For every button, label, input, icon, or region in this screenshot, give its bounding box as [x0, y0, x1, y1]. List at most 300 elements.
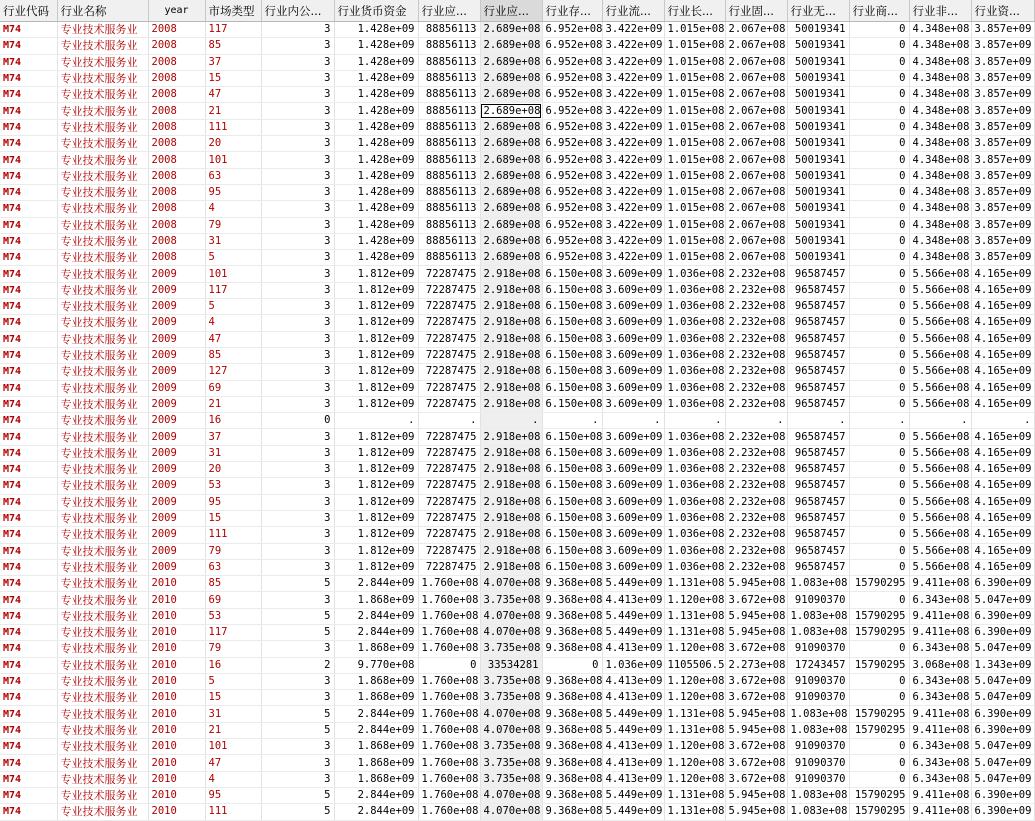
- table-cell[interactable]: 50019341: [787, 152, 849, 168]
- table-cell[interactable]: 2.232e+08: [725, 462, 787, 478]
- table-cell[interactable]: 6.390e+09: [971, 576, 1034, 592]
- table-cell[interactable]: 4.165e+09: [971, 494, 1034, 510]
- table-cell[interactable]: 0: [849, 527, 909, 543]
- table-cell[interactable]: .: [971, 413, 1034, 429]
- table-cell[interactable]: 6.150e+08: [542, 266, 602, 282]
- table-cell[interactable]: 3.857e+09: [971, 233, 1034, 249]
- table-cell[interactable]: 53: [205, 608, 261, 624]
- table-cell[interactable]: 4.165e+09: [971, 527, 1034, 543]
- table-cell[interactable]: 专业技术服务业: [57, 168, 148, 184]
- table-cell[interactable]: 1.015e+08: [664, 184, 725, 200]
- table-cell[interactable]: 4.413e+09: [602, 641, 664, 657]
- table-cell[interactable]: 96587457: [787, 299, 849, 315]
- table-cell[interactable]: 117: [205, 22, 261, 38]
- table-cell[interactable]: 96587457: [787, 445, 849, 461]
- table-cell[interactable]: 3: [261, 184, 334, 200]
- table-cell[interactable]: 4: [205, 771, 261, 787]
- table-cell[interactable]: 专业技术服务业: [57, 250, 148, 266]
- table-cell[interactable]: 5: [205, 673, 261, 689]
- table-cell[interactable]: 2.232e+08: [725, 429, 787, 445]
- table-cell[interactable]: 9.411e+08: [909, 804, 971, 820]
- table-cell[interactable]: 5.945e+08: [725, 576, 787, 592]
- table-cell[interactable]: 3: [261, 136, 334, 152]
- table-cell[interactable]: 3.609e+09: [602, 282, 664, 298]
- table-cell[interactable]: 6.343e+08: [909, 771, 971, 787]
- table-cell[interactable]: 1.428e+09: [334, 233, 418, 249]
- table-cell[interactable]: 1.131e+08: [664, 624, 725, 640]
- table-cell[interactable]: 2.689e+08: [480, 38, 542, 54]
- table-cell[interactable]: 5.449e+09: [602, 706, 664, 722]
- table-cell[interactable]: 96587457: [787, 364, 849, 380]
- table-cell[interactable]: 0: [849, 429, 909, 445]
- table-cell[interactable]: 0: [849, 250, 909, 266]
- table-cell[interactable]: 专业技术服务业: [57, 364, 148, 380]
- table-cell[interactable]: 3.609e+09: [602, 396, 664, 412]
- table-cell[interactable]: 50019341: [787, 103, 849, 119]
- table-cell[interactable]: 2.232e+08: [725, 347, 787, 363]
- table-cell[interactable]: 4.070e+08: [480, 576, 542, 592]
- table-cell[interactable]: 2008: [148, 233, 205, 249]
- table-cell[interactable]: 50019341: [787, 70, 849, 86]
- table-cell[interactable]: 1.428e+09: [334, 70, 418, 86]
- table-cell[interactable]: 2.918e+08: [480, 380, 542, 396]
- table-cell[interactable]: M74: [0, 38, 57, 54]
- table-cell[interactable]: 4.348e+08: [909, 217, 971, 233]
- table-cell[interactable]: 5: [261, 706, 334, 722]
- table-cell[interactable]: 2008: [148, 70, 205, 86]
- table-cell[interactable]: 5.047e+09: [971, 592, 1034, 608]
- table-cell[interactable]: 4.348e+08: [909, 250, 971, 266]
- table-cell[interactable]: .: [480, 413, 542, 429]
- table-cell[interactable]: 4.165e+09: [971, 347, 1034, 363]
- table-cell[interactable]: 0: [849, 22, 909, 38]
- table-cell[interactable]: 88856113: [418, 87, 480, 103]
- table-cell[interactable]: 5.047e+09: [971, 673, 1034, 689]
- table-cell[interactable]: 88856113: [418, 136, 480, 152]
- table-cell[interactable]: 72287475: [418, 396, 480, 412]
- table-cell[interactable]: 4.165e+09: [971, 315, 1034, 331]
- table-cell[interactable]: M74: [0, 331, 57, 347]
- table-cell[interactable]: 3: [261, 299, 334, 315]
- table-cell[interactable]: 111: [205, 119, 261, 135]
- table-cell[interactable]: 3: [261, 233, 334, 249]
- table-cell[interactable]: 5.945e+08: [725, 722, 787, 738]
- table-cell[interactable]: 4.348e+08: [909, 38, 971, 54]
- table-cell[interactable]: 96587457: [787, 478, 849, 494]
- table-cell[interactable]: 3.857e+09: [971, 152, 1034, 168]
- table-cell[interactable]: 96587457: [787, 396, 849, 412]
- table-cell[interactable]: 1.760e+08: [418, 739, 480, 755]
- table-cell[interactable]: 3.422e+09: [602, 168, 664, 184]
- table-cell[interactable]: 1.036e+09: [602, 657, 664, 673]
- table-cell[interactable]: 1.760e+08: [418, 804, 480, 820]
- table-cell[interactable]: 0: [849, 673, 909, 689]
- table-cell[interactable]: 2.067e+08: [725, 87, 787, 103]
- table-cell[interactable]: 1.120e+08: [664, 739, 725, 755]
- table-cell[interactable]: M74: [0, 771, 57, 787]
- table-cell[interactable]: 1.812e+09: [334, 510, 418, 526]
- table-cell[interactable]: 9.368e+08: [542, 771, 602, 787]
- table-cell[interactable]: M74: [0, 282, 57, 298]
- column-header-10[interactable]: 行业长...: [664, 0, 725, 22]
- table-cell[interactable]: 3.422e+09: [602, 152, 664, 168]
- table-cell[interactable]: 专业技术服务业: [57, 739, 148, 755]
- table-cell[interactable]: 0: [849, 136, 909, 152]
- table-cell[interactable]: 专业技术服务业: [57, 787, 148, 803]
- table-cell[interactable]: 5.566e+08: [909, 527, 971, 543]
- table-cell[interactable]: 专业技术服务业: [57, 184, 148, 200]
- table-cell[interactable]: 专业技术服务业: [57, 201, 148, 217]
- table-cell[interactable]: 2.689e+08: [480, 152, 542, 168]
- table-cell[interactable]: 专业技术服务业: [57, 494, 148, 510]
- table-cell[interactable]: 5.449e+09: [602, 804, 664, 820]
- table-cell[interactable]: 3.422e+09: [602, 184, 664, 200]
- table-cell[interactable]: 2009: [148, 510, 205, 526]
- table-cell[interactable]: 16: [205, 413, 261, 429]
- table-cell[interactable]: 15790295: [849, 706, 909, 722]
- table-cell[interactable]: 3.609e+09: [602, 559, 664, 575]
- table-cell[interactable]: 6.952e+08: [542, 184, 602, 200]
- table-cell[interactable]: 3.857e+09: [971, 38, 1034, 54]
- table-cell[interactable]: 88856113: [418, 184, 480, 200]
- table-cell[interactable]: 6.343e+08: [909, 673, 971, 689]
- table-cell[interactable]: 2.844e+09: [334, 576, 418, 592]
- table-cell[interactable]: 专业技术服务业: [57, 690, 148, 706]
- table-cell[interactable]: 88856113: [418, 22, 480, 38]
- table-cell[interactable]: 1.036e+08: [664, 494, 725, 510]
- table-cell[interactable]: 6.150e+08: [542, 494, 602, 510]
- table-cell[interactable]: 69: [205, 380, 261, 396]
- table-cell[interactable]: 2009: [148, 445, 205, 461]
- table-cell[interactable]: 1.015e+08: [664, 250, 725, 266]
- table-cell[interactable]: 0: [849, 168, 909, 184]
- table-cell[interactable]: M74: [0, 54, 57, 70]
- table-cell[interactable]: 5.945e+08: [725, 804, 787, 820]
- table-cell[interactable]: 2.067e+08: [725, 103, 787, 119]
- table-cell[interactable]: M74: [0, 233, 57, 249]
- table-cell[interactable]: 5.566e+08: [909, 282, 971, 298]
- table-cell[interactable]: 5.945e+08: [725, 706, 787, 722]
- table-cell[interactable]: 5: [205, 299, 261, 315]
- table-cell[interactable]: 4.070e+08: [480, 804, 542, 820]
- table-cell[interactable]: 1.015e+08: [664, 233, 725, 249]
- table-cell[interactable]: 1.036e+08: [664, 478, 725, 494]
- table-cell[interactable]: 15790295: [849, 787, 909, 803]
- table-cell[interactable]: 91090370: [787, 755, 849, 771]
- table-cell[interactable]: 6.150e+08: [542, 445, 602, 461]
- table-cell[interactable]: 3.857e+09: [971, 54, 1034, 70]
- table-cell[interactable]: 3: [261, 429, 334, 445]
- table-cell[interactable]: M74: [0, 380, 57, 396]
- table-cell[interactable]: 4.348e+08: [909, 54, 971, 70]
- table-cell[interactable]: M74: [0, 608, 57, 624]
- table-cell[interactable]: 88856113: [418, 217, 480, 233]
- table-cell[interactable]: 2.232e+08: [725, 299, 787, 315]
- table-cell[interactable]: 3: [261, 396, 334, 412]
- column-header-11[interactable]: 行业固...: [725, 0, 787, 22]
- table-cell[interactable]: 3.422e+09: [602, 217, 664, 233]
- table-cell[interactable]: 5.047e+09: [971, 771, 1034, 787]
- table-cell[interactable]: 0: [849, 690, 909, 706]
- table-cell[interactable]: 1.812e+09: [334, 331, 418, 347]
- table-cell[interactable]: 4.348e+08: [909, 70, 971, 86]
- table-cell[interactable]: 9.368e+08: [542, 706, 602, 722]
- table-cell[interactable]: 9.770e+08: [334, 657, 418, 673]
- table-cell[interactable]: 3.857e+09: [971, 217, 1034, 233]
- table-cell[interactable]: 4.165e+09: [971, 364, 1034, 380]
- table-cell[interactable]: 3: [261, 168, 334, 184]
- table-cell[interactable]: 6.343e+08: [909, 592, 971, 608]
- column-header-8[interactable]: 行业存...: [542, 0, 602, 22]
- table-cell[interactable]: 0: [849, 380, 909, 396]
- table-cell[interactable]: 69: [205, 592, 261, 608]
- table-cell[interactable]: 2009: [148, 527, 205, 543]
- table-cell[interactable]: M74: [0, 87, 57, 103]
- table-cell[interactable]: 1.120e+08: [664, 592, 725, 608]
- table-cell[interactable]: 3.609e+09: [602, 331, 664, 347]
- table-cell[interactable]: 4.070e+08: [480, 608, 542, 624]
- table-cell[interactable]: 96587457: [787, 429, 849, 445]
- table-cell[interactable]: 1.083e+08: [787, 608, 849, 624]
- table-cell[interactable]: 1.131e+08: [664, 787, 725, 803]
- table-cell[interactable]: 6.952e+08: [542, 103, 602, 119]
- table-cell[interactable]: 1.760e+08: [418, 706, 480, 722]
- table-cell[interactable]: 3.068e+08: [909, 657, 971, 673]
- table-cell[interactable]: 47: [205, 87, 261, 103]
- table-cell[interactable]: M74: [0, 787, 57, 803]
- table-cell[interactable]: 3.857e+09: [971, 103, 1034, 119]
- table-cell[interactable]: 1.036e+08: [664, 445, 725, 461]
- table-cell[interactable]: 6.390e+09: [971, 608, 1034, 624]
- table-cell[interactable]: 1.812e+09: [334, 429, 418, 445]
- table-cell[interactable]: M74: [0, 673, 57, 689]
- table-cell[interactable]: 4.413e+09: [602, 592, 664, 608]
- table-cell[interactable]: 9.368e+08: [542, 673, 602, 689]
- table-cell[interactable]: 4.348e+08: [909, 22, 971, 38]
- table-cell[interactable]: M74: [0, 347, 57, 363]
- table-cell[interactable]: 88856113: [418, 201, 480, 217]
- table-cell[interactable]: 5: [261, 624, 334, 640]
- table-cell[interactable]: 2.918e+08: [480, 543, 542, 559]
- table-cell[interactable]: 96587457: [787, 559, 849, 575]
- table-cell[interactable]: 0: [849, 315, 909, 331]
- table-cell[interactable]: 50019341: [787, 119, 849, 135]
- table-cell[interactable]: .: [542, 413, 602, 429]
- table-cell[interactable]: 3.735e+08: [480, 673, 542, 689]
- table-cell[interactable]: 1.036e+08: [664, 331, 725, 347]
- table-cell[interactable]: 6.150e+08: [542, 559, 602, 575]
- table-cell[interactable]: 0: [849, 641, 909, 657]
- table-cell[interactable]: 2.689e+08: [480, 184, 542, 200]
- table-cell[interactable]: 9.368e+08: [542, 690, 602, 706]
- table-cell[interactable]: 6.150e+08: [542, 478, 602, 494]
- table-cell[interactable]: 0: [849, 103, 909, 119]
- table-cell[interactable]: 3: [261, 347, 334, 363]
- column-header-13[interactable]: 行业商...: [849, 0, 909, 22]
- table-cell[interactable]: 3.735e+08: [480, 739, 542, 755]
- table-cell[interactable]: M74: [0, 266, 57, 282]
- table-cell[interactable]: 15790295: [849, 624, 909, 640]
- table-cell[interactable]: 1.036e+08: [664, 282, 725, 298]
- table-cell[interactable]: 0: [849, 299, 909, 315]
- table-cell[interactable]: 4.165e+09: [971, 266, 1034, 282]
- table-cell[interactable]: 4.165e+09: [971, 282, 1034, 298]
- table-cell[interactable]: 专业技术服务业: [57, 331, 148, 347]
- table-cell[interactable]: M74: [0, 559, 57, 575]
- table-cell[interactable]: 1.812e+09: [334, 445, 418, 461]
- table-cell[interactable]: 2008: [148, 103, 205, 119]
- table-cell[interactable]: 5.945e+08: [725, 624, 787, 640]
- table-cell[interactable]: 5: [261, 787, 334, 803]
- table-cell[interactable]: 1.036e+08: [664, 527, 725, 543]
- table-cell[interactable]: 2.918e+08: [480, 462, 542, 478]
- table-cell[interactable]: 72287475: [418, 364, 480, 380]
- column-header-12[interactable]: 行业无...: [787, 0, 849, 22]
- column-header-4[interactable]: 行业内公...: [261, 0, 334, 22]
- table-cell[interactable]: 72287475: [418, 478, 480, 494]
- table-cell[interactable]: 50019341: [787, 201, 849, 217]
- table-cell[interactable]: 72287475: [418, 559, 480, 575]
- table-cell[interactable]: 3.735e+08: [480, 592, 542, 608]
- table-cell[interactable]: 3: [261, 739, 334, 755]
- table-cell[interactable]: 2.844e+09: [334, 706, 418, 722]
- table-cell[interactable]: 1.812e+09: [334, 494, 418, 510]
- table-cell[interactable]: 16: [205, 657, 261, 673]
- table-cell[interactable]: 5.566e+08: [909, 364, 971, 380]
- table-cell[interactable]: 96587457: [787, 347, 849, 363]
- table-cell[interactable]: 1.015e+08: [664, 103, 725, 119]
- table-cell[interactable]: 3: [261, 217, 334, 233]
- table-cell[interactable]: 6.952e+08: [542, 250, 602, 266]
- table-cell[interactable]: M74: [0, 804, 57, 820]
- table-cell[interactable]: 3: [261, 559, 334, 575]
- table-cell[interactable]: 6.150e+08: [542, 364, 602, 380]
- table-cell[interactable]: 5.449e+09: [602, 576, 664, 592]
- table-cell[interactable]: 2009: [148, 543, 205, 559]
- table-cell[interactable]: 2009: [148, 315, 205, 331]
- table-cell[interactable]: 9.411e+08: [909, 787, 971, 803]
- table-cell[interactable]: 47: [205, 331, 261, 347]
- table-cell[interactable]: 88856113: [418, 70, 480, 86]
- table-cell[interactable]: 3: [261, 592, 334, 608]
- table-cell[interactable]: 2010: [148, 592, 205, 608]
- table-cell[interactable]: 2.918e+08: [480, 559, 542, 575]
- table-cell[interactable]: 101: [205, 266, 261, 282]
- table-cell[interactable]: 专业技术服务业: [57, 771, 148, 787]
- table-cell[interactable]: 9.368e+08: [542, 739, 602, 755]
- table-cell[interactable]: 5: [261, 576, 334, 592]
- table-cell[interactable]: 专业技术服务业: [57, 624, 148, 640]
- table-cell[interactable]: 1.015e+08: [664, 119, 725, 135]
- table-cell[interactable]: M74: [0, 739, 57, 755]
- table-cell[interactable]: M74: [0, 315, 57, 331]
- table-cell[interactable]: 96587457: [787, 266, 849, 282]
- table-cell[interactable]: 6.952e+08: [542, 168, 602, 184]
- table-cell[interactable]: 3: [261, 673, 334, 689]
- table-cell[interactable]: 20: [205, 462, 261, 478]
- table-cell[interactable]: 91090370: [787, 673, 849, 689]
- table-cell[interactable]: 15790295: [849, 608, 909, 624]
- table-cell[interactable]: M74: [0, 152, 57, 168]
- table-cell[interactable]: 9.368e+08: [542, 722, 602, 738]
- table-cell[interactable]: 2.689e+08: [480, 119, 542, 135]
- table-cell[interactable]: 117: [205, 624, 261, 640]
- table-cell[interactable]: 3.422e+09: [602, 70, 664, 86]
- table-cell[interactable]: 79: [205, 217, 261, 233]
- table-cell[interactable]: 专业技术服务业: [57, 592, 148, 608]
- table-cell[interactable]: 专业技术服务业: [57, 136, 148, 152]
- table-cell[interactable]: 9.368e+08: [542, 755, 602, 771]
- table-cell[interactable]: 1.131e+08: [664, 706, 725, 722]
- table-cell[interactable]: .: [418, 413, 480, 429]
- table-cell[interactable]: .: [664, 413, 725, 429]
- table-cell[interactable]: 1.083e+08: [787, 706, 849, 722]
- table-cell[interactable]: 4.413e+09: [602, 755, 664, 771]
- table-cell[interactable]: 2.918e+08: [480, 396, 542, 412]
- table-cell[interactable]: 专业技术服务业: [57, 413, 148, 429]
- table-cell[interactable]: 2.918e+08: [480, 282, 542, 298]
- table-cell[interactable]: 4.348e+08: [909, 168, 971, 184]
- table-cell[interactable]: 6.952e+08: [542, 38, 602, 54]
- table-cell[interactable]: 1.812e+09: [334, 380, 418, 396]
- table-cell[interactable]: 专业技术服务业: [57, 673, 148, 689]
- table-cell[interactable]: 2.689e+08: [480, 87, 542, 103]
- table-cell[interactable]: 2.918e+08: [480, 331, 542, 347]
- table-cell[interactable]: 91090370: [787, 592, 849, 608]
- table-cell[interactable]: 72287475: [418, 445, 480, 461]
- table-cell[interactable]: 5.449e+09: [602, 624, 664, 640]
- table-cell[interactable]: 2008: [148, 250, 205, 266]
- table-cell[interactable]: 2.232e+08: [725, 494, 787, 510]
- table-cell[interactable]: 15: [205, 70, 261, 86]
- table-cell[interactable]: 1.868e+09: [334, 592, 418, 608]
- table-cell[interactable]: 6.952e+08: [542, 233, 602, 249]
- table-cell[interactable]: 95: [205, 184, 261, 200]
- table-cell[interactable]: 5.047e+09: [971, 739, 1034, 755]
- table-cell[interactable]: 1.343e+09: [971, 657, 1034, 673]
- table-cell[interactable]: 3.672e+08: [725, 755, 787, 771]
- table-cell[interactable]: 50019341: [787, 250, 849, 266]
- table-cell[interactable]: 2010: [148, 722, 205, 738]
- table-cell[interactable]: 3: [261, 462, 334, 478]
- table-cell[interactable]: 96587457: [787, 494, 849, 510]
- table-cell[interactable]: 4.348e+08: [909, 152, 971, 168]
- table-cell[interactable]: 2.689e+08: [480, 22, 542, 38]
- table-cell[interactable]: 专业技术服务业: [57, 299, 148, 315]
- table-cell[interactable]: 3: [261, 250, 334, 266]
- table-cell[interactable]: 91090370: [787, 690, 849, 706]
- table-cell[interactable]: 4.165e+09: [971, 445, 1034, 461]
- table-cell[interactable]: 72287475: [418, 347, 480, 363]
- table-cell[interactable]: 专业技术服务业: [57, 282, 148, 298]
- table-cell[interactable]: 50019341: [787, 38, 849, 54]
- table-cell[interactable]: M74: [0, 396, 57, 412]
- table-cell[interactable]: 0: [849, 201, 909, 217]
- table-cell[interactable]: 88856113: [418, 250, 480, 266]
- table-cell[interactable]: 3.857e+09: [971, 168, 1034, 184]
- table-cell[interactable]: 1.015e+08: [664, 136, 725, 152]
- table-cell[interactable]: 1.812e+09: [334, 396, 418, 412]
- table-cell[interactable]: 3: [261, 103, 334, 119]
- table-cell[interactable]: 3.857e+09: [971, 22, 1034, 38]
- table-cell[interactable]: 专业技术服务业: [57, 510, 148, 526]
- table-cell[interactable]: 5.566e+08: [909, 315, 971, 331]
- table-cell[interactable]: 1.812e+09: [334, 559, 418, 575]
- table-cell[interactable]: 9.411e+08: [909, 722, 971, 738]
- table-cell[interactable]: 2.918e+08: [480, 445, 542, 461]
- table-cell[interactable]: 2009: [148, 331, 205, 347]
- table-cell[interactable]: 2.067e+08: [725, 54, 787, 70]
